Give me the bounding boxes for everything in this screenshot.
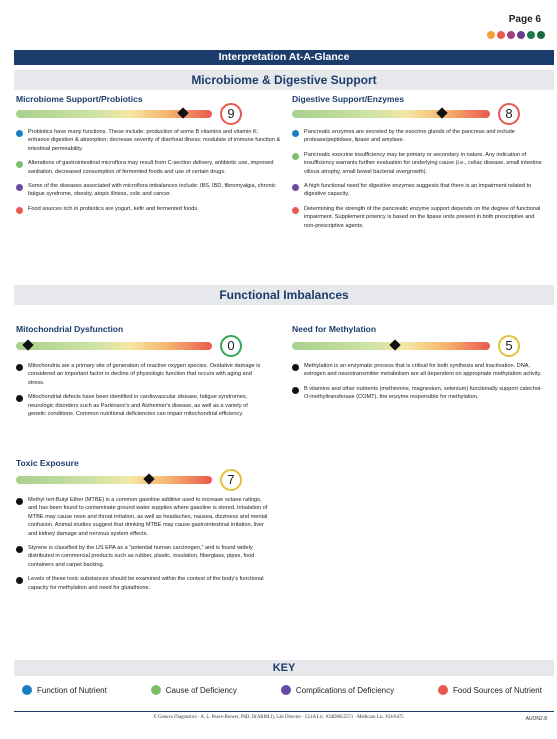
score-circle: 8 (498, 103, 520, 125)
bullet-text: Mitochondrial defects have been identified in cardiovascular disease, fatigue syndromes, neurologic disorders such as Parkinson's and Alzheimer's disease, as well as a variety of genetic conditions. Common nutritional deficiencies can impair mitochondrial efficiency. (28, 394, 248, 417)
panel-title: Mitochondrial Dysfunction (16, 324, 124, 334)
color-dot (527, 31, 535, 39)
bullet-item (292, 128, 547, 145)
purple-dot-icon (281, 685, 291, 695)
risk-gauge (16, 342, 212, 350)
bullet-item (16, 393, 266, 418)
panel-toxic (16, 458, 276, 648)
color-dot (507, 31, 515, 39)
color-dot (487, 31, 495, 39)
panel-title: Digestive Support/Enzymes (292, 94, 404, 104)
blue-dot-icon (22, 685, 32, 695)
bullet-item (16, 544, 271, 569)
panel-title: Microbiome Support/Probiotics (16, 94, 143, 104)
bullet-item (16, 362, 266, 387)
key-label: Cause of Deficiency (165, 685, 237, 695)
bullet-item (16, 159, 281, 176)
key-legend (22, 685, 542, 695)
bullet-dot-icon (292, 153, 299, 160)
bullet-item (16, 182, 281, 199)
green-dot-icon (151, 685, 161, 695)
page-number: Page 6 (508, 14, 541, 25)
bullet-list (16, 362, 266, 424)
gauge-marker (144, 473, 155, 484)
bullet-dot-icon (16, 130, 23, 137)
bullet-text: B vitamins and other nutrients (methionine, magnesium, selenium) functionally support catechol-O-methyltransferase (COMT), the enzyme responsible for methylation. (304, 385, 543, 401)
bullet-dot-icon (16, 498, 23, 505)
footer-divider (14, 711, 554, 712)
bullet-item (16, 205, 281, 213)
bullet-text: Styrene is classified by the US EPA as a "potential human carcinogen," and is found widely distributed in commercial products such as rubber, plastic, insulation, fiberglass, pipes, food containers and carpet backing. (28, 544, 255, 568)
key-label: Complications of Deficiency (295, 685, 395, 695)
bullet-list (16, 496, 271, 598)
panel-methylation (292, 324, 554, 444)
key-item-complications (281, 685, 394, 695)
key-item-function (22, 685, 107, 695)
bullet-dot-icon (16, 184, 23, 191)
bullet-dot-icon (292, 207, 299, 214)
bullet-text: Mitochondria are a primary site of generation of reactive oxygen species. Oxidative damage is considered an important factor in decline of physiologic function that occurs with aging and stress. (28, 363, 261, 386)
footer-code: AUON2.8 (525, 716, 547, 722)
color-dot (537, 31, 545, 39)
bullet-dot-icon (292, 364, 299, 371)
score-circle: 0 (220, 335, 242, 357)
gauge-marker (437, 107, 448, 118)
panel-title: Need for Methylation (292, 324, 377, 334)
bullet-text: Pancreatic exocrine insufficiency may be primary or secondary in nature. Any indication of insufficiency warrants further evaluation for underlying cause (i.e., celiac disease, small intestine villous atrophy, small bowel bacterial overgrowth). (304, 151, 542, 175)
score-circle: 7 (220, 469, 242, 491)
score-circle: 9 (220, 103, 242, 125)
red-dot-icon (438, 685, 448, 695)
bullet-text: Probiotics have many functions. These include: production of some B vitamins and vitamin K; enhance digestion & absorption; decrease severity of diarrheal illness; modulate of immune function & intestinal permeability. (28, 129, 281, 152)
panel-enzymes (292, 94, 554, 264)
risk-gauge (16, 110, 212, 118)
risk-gauge (16, 476, 212, 484)
key-title: KEY (14, 660, 554, 676)
panel-title: Toxic Exposure (16, 458, 79, 468)
bullet-text: Some of the diseases associated with microflora imbalances include: IBS, IBD, fibromyalgia, chronic fatigue syndrome, obesity, atopic illness, colic and cancer. (28, 182, 276, 198)
bullet-item (16, 575, 271, 592)
bullet-item (292, 362, 547, 379)
bullet-text: Pancreatic enzymes are secreted by the exocrine glands of the pancreas and include protease/peptidase, lipase and amylase. (304, 129, 515, 144)
bullet-text: A high functional need for digestive enzymes suggests that there is an impairment related to digestive capacity. (304, 182, 532, 198)
key-item-food-sources (438, 685, 542, 695)
bullet-item (16, 496, 271, 538)
gauge-marker (22, 339, 33, 350)
color-dot (517, 31, 525, 39)
key-label: Food Sources of Nutrient (453, 685, 542, 695)
bullet-item (292, 151, 547, 176)
bullet-item (292, 182, 547, 199)
bullet-dot-icon (16, 546, 23, 553)
key-label: Function of Nutrient (37, 685, 107, 695)
bullet-item (292, 385, 547, 402)
panel-probiotics (16, 94, 281, 244)
bullet-list (16, 128, 281, 219)
gauge-marker (177, 107, 188, 118)
bullet-item (16, 128, 281, 153)
panel-mitochondrial (16, 324, 276, 444)
page-title: Interpretation At-A-Glance (14, 50, 554, 65)
gauge-marker (389, 339, 400, 350)
bullet-dot-icon (16, 577, 23, 584)
key-item-cause (151, 685, 237, 695)
risk-gauge (292, 110, 490, 118)
bullet-text: Alterations of gastrointestinal microflora may result from C-section delivery, antibiotic use, improved sanitation, decreased consumption of fermented foods and use of certain drugs. (28, 160, 274, 175)
footer-text: © Genova Diagnostics · A. L. Peace-Brewer, PhD, D(ABMLI), Lab Director · CLIA Lic. #34D0655571 · Medicare Lic. #34-8475 (153, 715, 404, 720)
bullet-text: Determining the strength of the pancreatic enzyme support depends on the degree of functional impairment. Supplement potency is based on the lipase units present in both prescriptive and non-prescriptive agents. (304, 205, 541, 229)
bullet-dot-icon (292, 130, 299, 137)
section-title-microbiome: Microbiome & Digestive Support (14, 70, 554, 90)
bullet-text: Food sources rich in probiotics are yogurt, kefir and fermented foods. (28, 205, 199, 212)
bullet-text: Methyl tert-Butyl Ether (MTBE) is a common gasoline additive used to increase octane ratings, and has been found to contaminate ground water supplies where gasoline is stored. Inhalation of MTBE may cause nose and throat irritation, as well as headaches, nausea, dizziness and mental confusion. Animal studies suggest that drinking MTBE may cause gastrointestinal irritation, liver and kidney damage and nervous system effects. (28, 497, 268, 537)
bullet-dot-icon (292, 387, 299, 394)
bullet-dot-icon (16, 207, 23, 214)
color-dot (497, 31, 505, 39)
bullet-dot-icon (16, 364, 23, 371)
bullet-dot-icon (16, 161, 23, 168)
section-title-functional: Functional Imbalances (14, 285, 554, 305)
bullet-list (292, 362, 547, 408)
bullet-item (292, 205, 547, 230)
bullet-text: Methylation is an enzymatic process that is critical for both synthesis and inactivation. DNA, estrogen and neurotransmitter metabolism are all dependent on appropriate methylation activity. (304, 363, 542, 378)
risk-gauge (292, 342, 490, 350)
page-color-dots (487, 31, 545, 39)
bullet-text: Levels of these toxic substances should be examined within the context of the body's functional capacity for methylation and need for glutathione. (28, 576, 264, 591)
score-circle: 5 (498, 335, 520, 357)
bullet-dot-icon (292, 184, 299, 191)
bullet-list (292, 128, 547, 236)
bullet-dot-icon (16, 395, 23, 402)
